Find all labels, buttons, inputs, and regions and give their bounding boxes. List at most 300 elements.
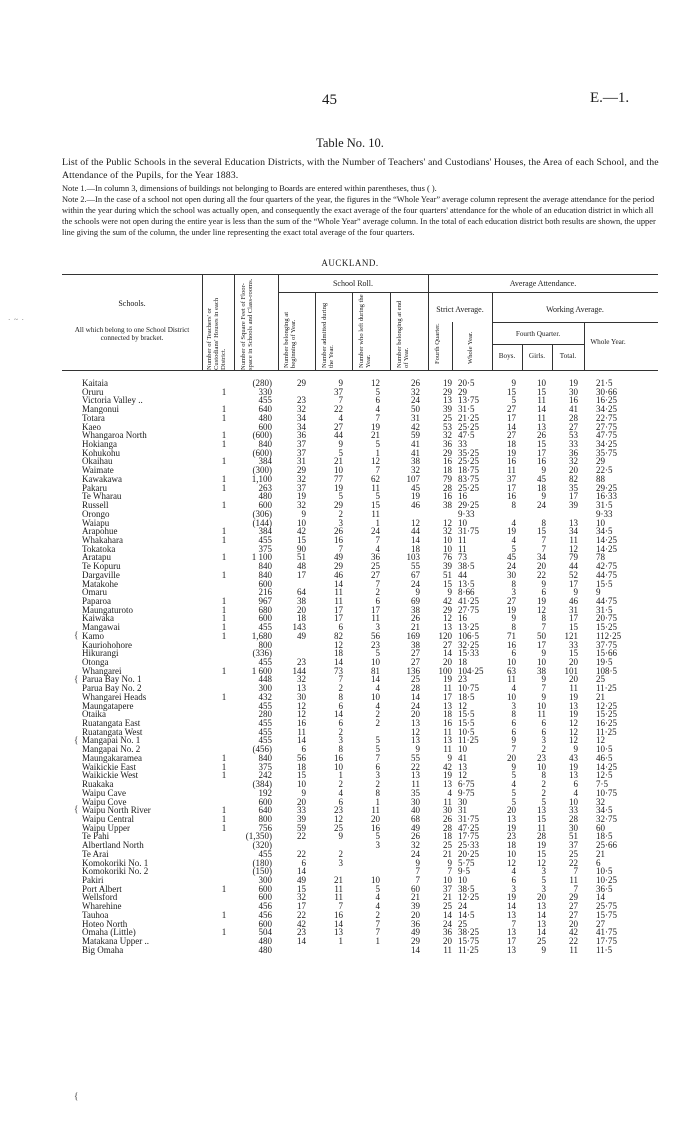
strict-q4-cell: 39: [443, 404, 452, 415]
roll-begin-cell: 56: [297, 752, 306, 763]
total-cell: 39: [569, 500, 578, 511]
roll-begin-cell: 37: [297, 447, 306, 458]
roll-left-cell: [358, 859, 380, 868]
roll-admitted-cell: 29: [334, 500, 343, 511]
roll-left-cell: 2: [375, 909, 380, 920]
boys-cell: 17: [507, 412, 516, 423]
girls-cell: 19: [537, 595, 546, 606]
whole-work-cell: 14·25: [596, 761, 617, 772]
roll-left-cell: 14: [371, 674, 380, 685]
roll-left-cell: 5: [375, 648, 380, 659]
roll-end-cell: 22: [411, 761, 420, 772]
roll-begin-cell: 32: [297, 473, 306, 484]
roll-begin-cell: 9: [301, 508, 306, 519]
whole-work-cell: 88: [596, 473, 605, 484]
area-cell: 840: [258, 752, 272, 763]
strict-q4-cell: 120: [438, 630, 452, 641]
boys-cell: 16: [507, 456, 516, 467]
roll-admitted-cell: 77: [334, 473, 343, 484]
whole-work-cell: 17·75: [596, 936, 617, 946]
roll-begin-cell: 14: [297, 735, 306, 746]
girls-cell: 3: [541, 883, 546, 894]
roll-begin-cell: 42: [297, 918, 306, 929]
girls-cell: 18: [537, 482, 546, 493]
total-cell: 46: [569, 595, 578, 606]
school-name-cell: Whakahara: [82, 534, 123, 545]
strict-q4-cell: 9: [447, 752, 452, 763]
header-strict-whole-year: Whole Year.: [467, 331, 474, 364]
houses-cell: [214, 893, 234, 902]
whole-work-cell: 25: [596, 674, 605, 685]
houses-cell: [214, 580, 234, 589]
houses-cell: 1: [221, 630, 227, 641]
whole-work-cell: 41·75: [596, 927, 617, 938]
roll-admitted-cell: 21: [334, 456, 343, 467]
roll-end-cell: 30: [411, 796, 420, 807]
strict-q4-cell: 18: [443, 709, 452, 720]
girls-cell: 50: [537, 630, 546, 641]
roll-end-cell: 45: [411, 482, 420, 493]
area-cell: (320): [252, 840, 272, 851]
area-cell: 840: [258, 561, 272, 572]
strict-q4-cell: 11: [443, 744, 452, 755]
boys-cell: 7: [511, 918, 516, 929]
area-cell: 600: [258, 613, 272, 624]
school-name-cell: Pakaru: [82, 482, 107, 493]
school-name-cell: Wellsford: [82, 892, 118, 903]
girls-cell: 23: [537, 752, 546, 763]
strict-q4-column: [432, 379, 452, 954]
roll-end-cell: 40: [411, 805, 420, 816]
strict-q4-cell: 16: [443, 456, 452, 467]
girls-cell: 9: [541, 674, 546, 685]
whole-work-cell: 11·25: [596, 683, 617, 694]
strict-whole-cell: 10: [458, 874, 467, 885]
strict-q4-cell: 18: [443, 831, 452, 842]
houses-cell: 1: [221, 595, 227, 606]
strict-whole-cell: 30: [458, 796, 467, 807]
school-name-cell: Hoteo North: [82, 918, 128, 929]
whole-work-cell: 21·5: [596, 378, 613, 388]
strict-whole-cell: 11·25: [458, 735, 479, 746]
roll-admitted-cell: 6: [338, 622, 343, 633]
area-cell: (180): [252, 857, 272, 868]
roll-end-cell: 59: [411, 430, 420, 441]
houses-cell: [214, 728, 234, 737]
strict-whole-column: [458, 379, 492, 954]
roll-end-cell: 14: [411, 534, 420, 545]
strict-whole-cell: 13: [458, 761, 467, 772]
roll-begin-cell: 90: [297, 543, 306, 554]
whole-work-cell: 14·25: [596, 534, 617, 545]
girls-cell: 9: [541, 648, 546, 659]
roll-begin-cell: 59: [297, 822, 306, 833]
roll-end-cell: 26: [411, 613, 420, 624]
roll-admitted-cell: 7: [338, 543, 343, 554]
school-name-cell: Whangaroa North: [82, 430, 147, 441]
strict-q4-cell: 38: [443, 500, 452, 511]
boys-cell: 27: [507, 595, 516, 606]
header-houses: Number of Teachers' or Custodians' Houses in each District.: [206, 297, 228, 370]
houses-cell: [214, 937, 234, 946]
girls-cell: 34: [537, 552, 546, 563]
header-bottom-rule: [62, 370, 658, 371]
roll-begin-cell: 15: [297, 770, 306, 781]
total-cell: 29: [569, 892, 578, 903]
houses-cell: 1: [221, 569, 227, 580]
strict-whole-cell: 16: [458, 491, 467, 502]
area-cell: 455: [258, 657, 272, 667]
strict-q4-cell: 29: [443, 386, 452, 397]
total-cell: 19: [569, 691, 578, 702]
total-cell: 43: [569, 752, 578, 763]
houses-cell: [214, 510, 234, 519]
whole-work-cell: 10: [596, 517, 605, 528]
header-roll-begin: Number belonging at beginning of Year.: [283, 311, 298, 368]
girls-cell: 13: [537, 805, 546, 816]
strict-whole-cell: 14·5: [458, 909, 475, 920]
roll-end-cell: 107: [406, 473, 420, 484]
strict-q4-cell: 19: [443, 378, 452, 388]
boys-cell: 6: [511, 718, 516, 729]
area-cell: 455: [258, 848, 272, 859]
total-cell: 37: [569, 840, 578, 851]
girls-cell: 14: [537, 404, 546, 415]
roll-begin-cell: 18: [297, 761, 306, 772]
girls-cell: 9: [541, 691, 546, 702]
strict-whole-cell: 20·25: [458, 848, 479, 859]
roll-admitted-cell: 5: [338, 447, 343, 458]
total-cell: 44: [569, 561, 578, 572]
area-column: [238, 379, 272, 954]
houses-cell: [214, 789, 234, 798]
strict-q4-cell: 39: [443, 561, 452, 572]
girls-cell: 16: [537, 456, 546, 467]
roll-begin-cell: 51: [297, 552, 306, 563]
strict-whole-cell: 44: [458, 569, 467, 580]
strict-q4-cell: 10: [443, 543, 452, 554]
roll-admitted-cell: 27: [334, 421, 343, 432]
houses-cell: [214, 719, 234, 728]
roll-left-cell: 4: [375, 404, 380, 415]
school-name-cell: Mangonui: [82, 404, 119, 415]
school-name-cell: Ruatangata East: [82, 718, 141, 729]
school-name-cell: Parua Bay No. 1: [82, 674, 142, 685]
area-cell: 455: [258, 395, 272, 406]
school-name-cell: Te Kopuru: [82, 561, 121, 572]
school-name-cell: Waipu Upper: [82, 822, 131, 833]
strict-q4-cell: 13: [443, 395, 452, 406]
roll-left-cell: 11: [371, 508, 380, 519]
whole-work-cell: 15·25: [596, 622, 617, 633]
girls-cell: 12: [537, 857, 546, 868]
whole-work-cell: 44·75: [596, 595, 617, 606]
strict-whole-cell: 104·25: [458, 665, 484, 676]
total-cell: 20: [569, 674, 578, 685]
strict-whole-cell: 29: [458, 386, 467, 397]
roll-end-cell: 32: [411, 840, 420, 851]
houses-cell: [214, 867, 234, 876]
houses-cell: 1: [221, 386, 227, 397]
roll-left-cell: 7: [375, 534, 380, 545]
boys-cell: 3: [511, 700, 516, 711]
roll-begin-cell: 29: [297, 378, 306, 388]
roll-left-cell: 4: [375, 700, 380, 711]
header-area: Number of Square Feet of Floor-space in Schools and Class-rooms.: [240, 278, 255, 370]
boys-cell: 19: [507, 822, 516, 833]
houses-cell: 1: [221, 761, 227, 772]
houses-cell: 1: [221, 482, 227, 493]
area-cell: 1 600: [251, 665, 272, 676]
total-cell: 82: [569, 473, 578, 484]
strict-q4-cell: 14: [443, 648, 452, 659]
school-name-cell: Kaiwaka: [82, 613, 114, 624]
roll-left-cell: 5: [375, 491, 380, 502]
school-name-cell: Te Arai: [82, 848, 109, 859]
whole-work-cell: 15·25: [596, 709, 617, 720]
total-cell: 30: [569, 386, 578, 397]
whole-work-cell: 30·66: [596, 386, 617, 397]
roll-end-cell: 41: [411, 447, 420, 458]
school-name-cell: Hikurangi: [82, 648, 119, 659]
roll-begin-cell: 6: [301, 744, 306, 755]
roll-end-cell: 49: [411, 927, 420, 938]
boys-cell: 10: [507, 691, 516, 702]
houses-cell: 1: [221, 622, 227, 633]
houses-cell: 1: [221, 665, 227, 676]
area-cell: 600: [258, 892, 272, 903]
strict-q4-cell: 25: [443, 901, 452, 912]
roll-admitted-cell: 11: [334, 892, 343, 903]
school-name-cell: Kamo: [82, 630, 104, 641]
girls-cell: 2: [541, 744, 546, 755]
boys-cell: 6: [511, 874, 516, 885]
total-cell: 101: [564, 665, 578, 676]
boys-cell: 4: [511, 683, 516, 694]
roll-admitted-cell: 3: [338, 735, 343, 746]
roll-left-cell: 5: [375, 831, 380, 842]
roll-left-cell: 11: [371, 805, 380, 816]
whole-work-cell: 108·5: [596, 665, 617, 676]
roll-admitted-cell: 25: [334, 822, 343, 833]
strict-q4-cell: 25: [443, 840, 452, 851]
boys-cell: 13: [507, 927, 516, 938]
whole-work-cell: 22·5: [596, 465, 613, 476]
roll-end-cell: 20: [411, 909, 420, 920]
school-name-cell: Waipu North River: [82, 805, 151, 816]
boys-cell: 30: [507, 569, 516, 580]
roll-admitted-cell: 5: [338, 491, 343, 502]
roll-begin-cell: 30: [297, 691, 306, 702]
area-cell: 600: [258, 500, 272, 511]
roll-left-cell: 27: [371, 569, 380, 580]
roll-admitted-cell: 8: [338, 744, 343, 755]
roll-end-cell: 14: [411, 944, 420, 955]
roll-admitted-cell: 9: [338, 831, 343, 842]
area-cell: 480: [258, 944, 272, 955]
school-name-cell: Mangapai No. 2: [82, 744, 141, 755]
roll-left-cell: 6: [375, 761, 380, 772]
whole-work-cell: 9: [596, 587, 601, 598]
girls-cell: 22: [537, 569, 546, 580]
area-cell: 967: [258, 595, 272, 606]
girls-cell: 13: [537, 918, 546, 929]
area-cell: 384: [258, 526, 272, 537]
whole-work-cell: 34·25: [596, 439, 617, 450]
roll-admitted-cell: 14: [334, 709, 343, 720]
roll-begin-cell: 18: [297, 613, 306, 624]
roll-begin-cell: 13: [297, 683, 306, 694]
school-name-cell: Omaru: [82, 587, 107, 598]
header-schools: Schools.: [118, 299, 146, 308]
roll-begin-cell: 32: [297, 674, 306, 685]
boys-cell: 13: [507, 813, 516, 824]
school-name-cell: Komokoriki No. 1: [82, 857, 149, 868]
boys-cell: 11: [507, 674, 516, 685]
header-top-rule: [62, 274, 658, 275]
girls-cell: 20: [537, 561, 546, 572]
roll-left-cell: 11: [371, 482, 380, 493]
total-cell: 25: [569, 848, 578, 859]
area-cell: 330: [258, 386, 272, 397]
roll-end-cell: 28: [411, 683, 420, 694]
school-name-cell: Waikickie East: [82, 761, 137, 772]
roll-end-cell: 68: [411, 813, 420, 824]
roll-admitted-cell: 13: [334, 927, 343, 938]
roll-begin-cell: 10: [297, 517, 306, 528]
roll-begin-cell: 23: [297, 395, 306, 406]
roll-left-cell: 2: [375, 718, 380, 729]
whole-work-cell: 37·75: [596, 639, 617, 650]
strict-q4-cell: 27: [443, 639, 452, 650]
strict-whole-cell: 5·75: [458, 857, 475, 868]
boys-cell: 23: [507, 831, 516, 842]
strict-whole-cell: 38·25: [458, 927, 479, 938]
houses-cell: [214, 710, 234, 719]
strict-q4-cell: 76: [443, 552, 452, 563]
strict-whole-cell: 15·5: [458, 718, 475, 729]
roll-end-cell: 9: [415, 587, 420, 598]
girls-cell: 8: [541, 613, 546, 624]
houses-cell: [214, 641, 234, 650]
strict-q4-cell: 100: [438, 665, 452, 676]
total-cell: 11: [569, 944, 578, 955]
girls-cell: 5: [541, 796, 546, 807]
area-cell: 800: [258, 813, 272, 824]
total-cell: 13: [569, 517, 578, 528]
roll-end-cell: 46: [411, 500, 420, 511]
roll-left-cell: 10: [371, 657, 380, 667]
roll-begin-cell: 144: [292, 665, 306, 676]
roll-admitted-cell: 6: [338, 700, 343, 711]
boys-cell: 71: [507, 630, 516, 641]
school-name-cell: Aratapu: [82, 552, 111, 563]
girls-cell: 6: [541, 718, 546, 729]
total-cell: 13: [569, 700, 578, 711]
roll-admitted-cell: 16: [334, 534, 343, 545]
roll-begin-column: [284, 379, 306, 954]
houses-cell: 1: [221, 613, 227, 624]
girls-cell: 11: [537, 822, 546, 833]
total-cell: 12: [569, 726, 578, 737]
houses-cell: 1: [221, 526, 227, 537]
roll-end-cell: 49: [411, 822, 420, 833]
total-cell: 7: [573, 883, 578, 894]
houses-cell: [214, 841, 234, 850]
area-cell: 480: [258, 412, 272, 423]
girls-cell: 14: [537, 909, 546, 920]
girls-cell: 12: [537, 604, 546, 615]
strict-whole-cell: 18·5: [458, 691, 475, 702]
strict-q4-cell: 28: [443, 822, 452, 833]
girls-cell: 13: [537, 421, 546, 432]
roll-admitted-cell: 46: [334, 569, 343, 580]
area-cell: 600: [258, 918, 272, 929]
boys-cell: 14: [507, 901, 516, 912]
strict-q4-cell: 29: [443, 604, 452, 615]
strict-whole-cell: 15·75: [458, 936, 479, 946]
total-cell: 22: [569, 857, 578, 868]
area-cell: (280): [252, 378, 272, 388]
roll-admitted-cell: 82: [334, 630, 343, 641]
roll-begin-cell: 37: [297, 482, 306, 493]
school-name-cell: Waipu Cave: [82, 787, 127, 798]
school-name-cell: Tauhoa: [82, 909, 109, 920]
houses-cell: 1: [221, 500, 227, 511]
whole-work-cell: 16·25: [596, 395, 617, 406]
school-name-cell: Maungaturoto: [82, 604, 133, 615]
whole-work-cell: 20·75: [596, 613, 617, 624]
roll-left-cell: 1: [375, 936, 380, 946]
roll-left-cell: 56: [371, 630, 380, 641]
roll-end-cell: 21: [411, 622, 420, 633]
area-cell: 300: [258, 683, 272, 694]
roll-admitted-cell: 3: [338, 517, 343, 528]
strict-whole-cell: 47·5: [458, 430, 475, 441]
total-cell: 19: [569, 709, 578, 720]
total-cell: 12: [569, 718, 578, 729]
total-cell: 121: [564, 630, 578, 641]
roll-admitted-cell: 2: [338, 508, 343, 519]
roll-end-cell: 27: [411, 648, 420, 659]
area-cell: 242: [258, 770, 272, 781]
girls-cell: 26: [537, 430, 546, 441]
total-cell: 33: [569, 439, 578, 450]
strict-whole-cell: 12: [458, 700, 467, 711]
school-name-cell: Dargaville: [82, 569, 120, 580]
roll-end-cell: 103: [406, 552, 420, 563]
strict-whole-cell: 41·25: [458, 595, 479, 606]
roll-admitted-cell: 17: [334, 604, 343, 615]
roll-left-cell: 7: [375, 465, 380, 476]
roll-left-cell: 15: [371, 500, 380, 511]
roll-left-cell: 5: [375, 883, 380, 894]
area-cell: 600: [258, 578, 272, 589]
whole-work-cell: 15·5: [596, 578, 613, 589]
strict-whole-cell: 13·25: [458, 622, 479, 633]
school-name-cell: Pakiri: [82, 874, 104, 885]
area-cell: (336): [252, 648, 272, 659]
strict-whole-cell: 9·75: [458, 787, 475, 798]
roll-left-cell: 1: [375, 447, 380, 458]
whole-work-cell: 36·5: [596, 883, 613, 894]
school-name-cell: Hokianga: [82, 439, 117, 450]
area-cell: 800: [258, 639, 272, 650]
strict-whole-cell: 27·75: [458, 604, 479, 615]
boys-cell: 18: [507, 840, 516, 851]
houses-cell: [214, 832, 234, 841]
whole-work-cell: 10·25: [596, 874, 617, 885]
